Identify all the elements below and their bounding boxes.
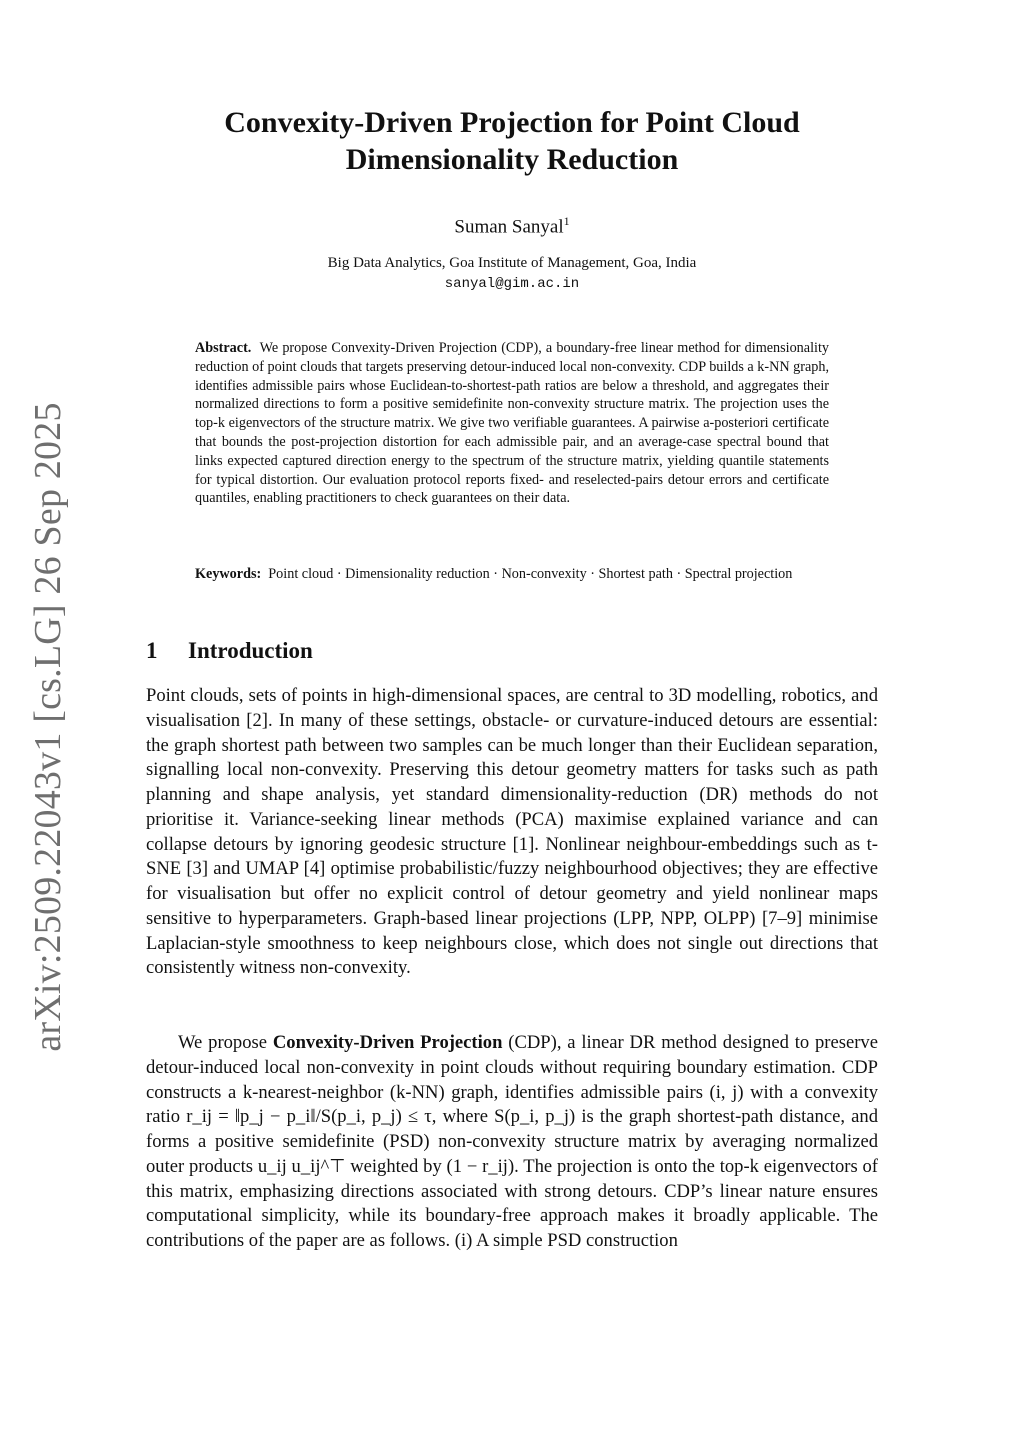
section-title: Introduction (188, 638, 313, 663)
section-heading (146, 638, 313, 664)
abstract (195, 339, 829, 508)
section-number: 1 (146, 638, 158, 663)
author (150, 214, 874, 238)
keywords (195, 565, 829, 584)
arxiv-identifier-stamp: arXiv:2509.22043v1 [cs.LG] 26 Sep 2025 (27, 402, 69, 1052)
paragraph-2-lead: We propose (178, 1032, 273, 1053)
keywords-label: Keywords: (195, 566, 262, 582)
author-affiliation: Big Data Analytics, Goa Institute of Management, Goa, India (327, 255, 697, 271)
abstract-text: We propose Convexity-Driven Projection (CDP), a boundary-free linear method for dimensionality reduction of point clouds that targets preserving detour-induced local non-convexity. CDP builds a k-NN graph, identifies admissible pairs whose Euclidean-to-shortest-path ratios are below a threshold, and aggregates their normalized directions to form a positive semidefinite non-convexity structure matrix. The projection uses the top-k eigenvectors of the structure matrix. We give two verifiable guarantees. A pairwise a-posteriori certificate that bounds the post-projection distortion for each admissible pair, and an average-case spectral bound that links expected captured direction energy to the spectrum of the structure matrix, yielding quantile statements for typical distortion. Our evaluation protocol reports fixed- and reselected-pairs detour errors and certificate quantiles, enabling practitioners to check guarantees on their data. (195, 340, 829, 507)
paragraph-2-rest: (CDP), a linear DR method designed to preserve detour-induced local non-convexity in point clouds without requiring boundary estimation. CDP constructs a k-nearest-neighbor (k-NN) graph, identifies admissible pairs (i, j) with a convexity ratio r_ij = ‖p_j − p_i‖/S(p_i, p_j) ≤ τ, where S(p_i, p_j) is the graph shortest-path distance, and forms a positive semidefinite (PSD) non-convexity structure matrix by averaging normalized outer products u_ij u_ij^⊤ weighted by (1 − r_ij). The projection is onto the top-k eigenvectors of this matrix, emphasizing directions associated with strong detours. CDP’s linear nature ensures computational simplicity, while its boundary-free approach makes it broadly applicable. The contributions of the paper are as follows. (i) A simple PSD construction (146, 1032, 878, 1251)
author-affiliation-mark: 1 (563, 214, 570, 228)
author-email: sanyal@gim.ac.in (444, 276, 580, 292)
title-line-2: Dimensionality Reduction (345, 143, 679, 176)
keywords-text: Point cloud · Dimensionality reduction · Non-convexity · Shortest path · Spectral projection (268, 566, 793, 582)
intro-paragraph-1: Point clouds, sets of points in high-dimensional spaces, are central to 3D modelling, robotics, and visualisation [2]. In many of these settings, obstacle- or curvature-induced detours are essential: the graph shortest path between two samples can be much longer than their Euclidean separation, signalling local non-convexity. Preserving this detour geometry matters for tasks such as path planning and shape analysis, yet standard dimensionality-reduction (DR) methods do not prioritise it. Variance-seeking linear methods (PCA) maximise explained variance and can collapse detours by ignoring geodesic structure [1]. Nonlinear neighbour-embeddings such as t-SNE [3] and UMAP [4] optimise probabilistic/fuzzy neighbourhood objectives; they are effective for visualisation but offer no explicit control of detour geometry and yield nonlinear maps sensitive to hyperparameters. Graph-based linear projections (LPP, NPP, OLPP) [7–9] minimise Laplacian-style smoothness to keep neighbours close, which does not single out directions that consistently witness non-convexity. (146, 685, 878, 979)
paper-title (150, 104, 874, 178)
intro-paragraph-2 (146, 1031, 878, 1254)
method-name: Convexity-Driven Projection (272, 1032, 503, 1053)
title-line-1: Convexity-Driven Projection for Point Cloud (224, 106, 800, 139)
abstract-label: Abstract. (195, 340, 252, 356)
author-name: Suman Sanyal (454, 216, 564, 238)
